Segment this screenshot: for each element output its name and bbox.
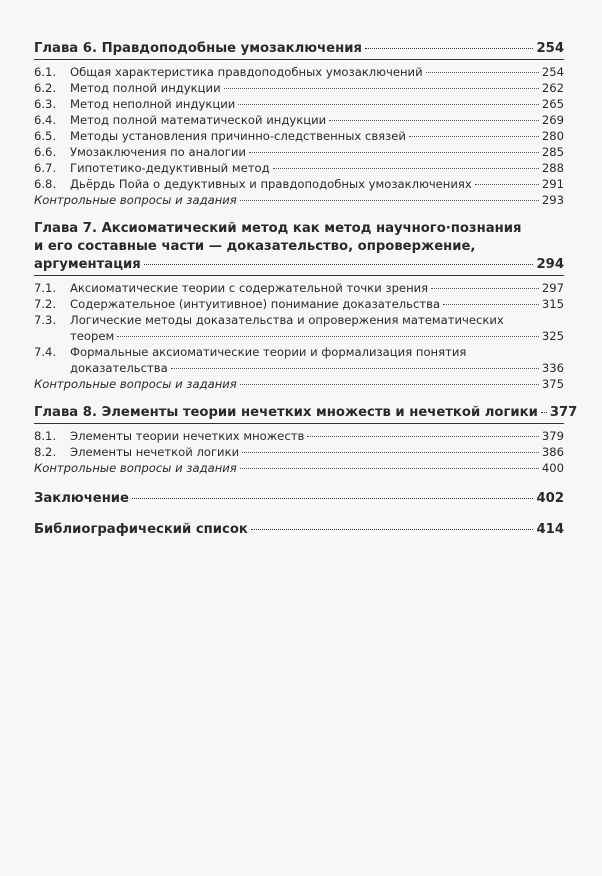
dot-leader (238, 104, 539, 105)
page-number: 375 (541, 377, 564, 391)
section-title: Метод полной индукции (70, 81, 221, 95)
section-title-line-1: Формальные аксиоматические теории и формализация понятия (70, 345, 467, 359)
section-title: Элементы теории нечетких множеств (70, 429, 305, 443)
dot-leader (249, 152, 539, 153)
page-number: 400 (541, 461, 564, 475)
page-number: 254 (536, 41, 564, 56)
section-title: Содержательное (интуитивное) понимание доказательства (70, 297, 441, 311)
dot-leader (144, 264, 534, 265)
dot-leader (224, 88, 539, 89)
section-number: 7.2. (34, 297, 57, 311)
page-number: 280 (541, 129, 564, 143)
toc-entry-7-3[interactable] (34, 312, 564, 344)
chapter-rule (34, 423, 564, 424)
section-number: 6.7. (34, 161, 57, 175)
dot-leader (132, 498, 533, 499)
section-number: 7.3. (34, 313, 57, 327)
chapter-title: аргументация (34, 257, 141, 272)
toc-entry-6-3[interactable] (34, 96, 564, 112)
page-number: 386 (541, 445, 564, 459)
toc-entry-ch7-questions[interactable] (34, 376, 564, 392)
chapter-title: Глава 8. Элементы теории нечетких множеств и нечеткой логики (34, 405, 538, 420)
section-number: 6.2. (34, 81, 57, 95)
questions-title: Контрольные вопросы и задания (34, 377, 237, 391)
section-title: Элементы нечеткой логики (70, 445, 240, 459)
toc-entry-6-5[interactable] (34, 128, 564, 144)
chapter-title: Заключение (34, 491, 129, 506)
dot-leader (475, 184, 539, 185)
section-title: Методы установления причинно-следственных связей (70, 129, 406, 143)
section-number: 6.1. (34, 65, 57, 79)
chapter-rule (34, 275, 564, 276)
page-number: 414 (536, 522, 564, 537)
toc-entry-ch6-questions[interactable] (34, 192, 564, 208)
toc-entry-6-7[interactable] (34, 160, 564, 176)
page-number: 336 (541, 361, 564, 375)
chapter-7-heading[interactable] (34, 220, 564, 273)
chapter-8-heading[interactable] (34, 404, 578, 421)
section-number: 7.1. (34, 281, 57, 295)
section-title: Умозаключения по аналогии (70, 145, 246, 159)
section-number: 8.2. (34, 445, 57, 459)
toc-entry-7-1[interactable] (34, 280, 564, 296)
conclusion-heading[interactable] (34, 490, 564, 507)
section-number: 8.1. (34, 429, 57, 443)
page-number: 294 (536, 257, 564, 272)
chapter-title-line-1: Глава 7. Аксиоматический метод как метод научного·познания (34, 221, 522, 236)
section-title-line-1: Логические методы доказательства и опровержения математических (70, 313, 504, 327)
toc-entry-8-1[interactable] (34, 428, 564, 444)
section-number: 6.4. (34, 113, 57, 127)
toc-entry-7-4[interactable] (34, 344, 564, 376)
toc-entry-6-1[interactable] (34, 64, 564, 80)
page-number: 297 (541, 281, 564, 295)
section-title: Общая характеристика правдоподобных умозаключений (70, 65, 423, 79)
bibliography-heading[interactable] (34, 521, 564, 538)
dot-leader (240, 468, 539, 469)
dot-leader (242, 452, 539, 453)
page-number: 293 (541, 193, 564, 207)
section-number: 6.3. (34, 97, 57, 111)
questions-title: Контрольные вопросы и задания (34, 461, 237, 475)
chapter-title: Глава 6. Правдоподобные умозаключения (34, 41, 362, 56)
chapter-6-heading[interactable] (34, 40, 564, 57)
page-number: 291 (541, 177, 564, 191)
dot-leader (273, 168, 539, 169)
toc-entry-6-4[interactable] (34, 112, 564, 128)
section-title: Гипотетико-дедуктивный метод (70, 161, 270, 175)
dot-leader (431, 288, 539, 289)
section-title-line-2: теорем (70, 329, 115, 343)
section-number: 7.4. (34, 345, 57, 359)
toc-entry-6-2[interactable] (34, 80, 564, 96)
toc-entry-6-8[interactable] (34, 176, 564, 192)
page-number: 288 (541, 161, 564, 175)
page-number: 285 (541, 145, 564, 159)
section-title: Метод неполной индукции (70, 97, 236, 111)
dot-leader (443, 304, 539, 305)
dot-leader (329, 120, 539, 121)
page-number: 377 (549, 405, 578, 420)
page-number: 265 (541, 97, 564, 111)
chapter-title-line-2: и его составные части — доказательство, опровержение, (34, 239, 476, 254)
section-title: Метод полной математической индукции (70, 113, 327, 127)
dot-leader (307, 436, 539, 437)
dot-leader (251, 529, 534, 530)
page-number: 402 (536, 491, 564, 506)
chapter-rule (34, 59, 564, 60)
page-number: 254 (541, 65, 564, 79)
dot-leader (426, 72, 539, 73)
dot-leader (240, 384, 539, 385)
page-number: 315 (541, 297, 564, 311)
dot-leader (171, 368, 539, 369)
dot-leader (365, 48, 534, 49)
section-number: 6.6. (34, 145, 57, 159)
section-title-line-2: доказательства (70, 361, 168, 375)
toc-entry-ch8-questions[interactable] (34, 460, 564, 476)
questions-title: Контрольные вопросы и задания (34, 193, 237, 207)
toc-entry-8-2[interactable] (34, 444, 564, 460)
toc-entry-7-2[interactable] (34, 296, 564, 312)
chapter-title: Библиографический список (34, 522, 248, 537)
page-number: 269 (541, 113, 564, 127)
dot-leader (240, 200, 539, 201)
dot-leader (409, 136, 539, 137)
section-title: Дьёрдь Пойа о дедуктивных и правдоподобных умозаключениях (70, 177, 472, 191)
page-number: 262 (541, 81, 564, 95)
page-number: 379 (541, 429, 564, 443)
table-of-contents (34, 40, 578, 538)
page-number: 325 (541, 329, 564, 343)
section-number: 6.8. (34, 177, 57, 191)
section-title: Аксиоматические теории с содержательной точки зрения (70, 281, 429, 295)
section-number: 6.5. (34, 129, 57, 143)
toc-entry-6-6[interactable] (34, 144, 564, 160)
dot-leader (541, 412, 547, 413)
chapter-title-line-3 (34, 256, 564, 273)
dot-leader (117, 336, 539, 337)
